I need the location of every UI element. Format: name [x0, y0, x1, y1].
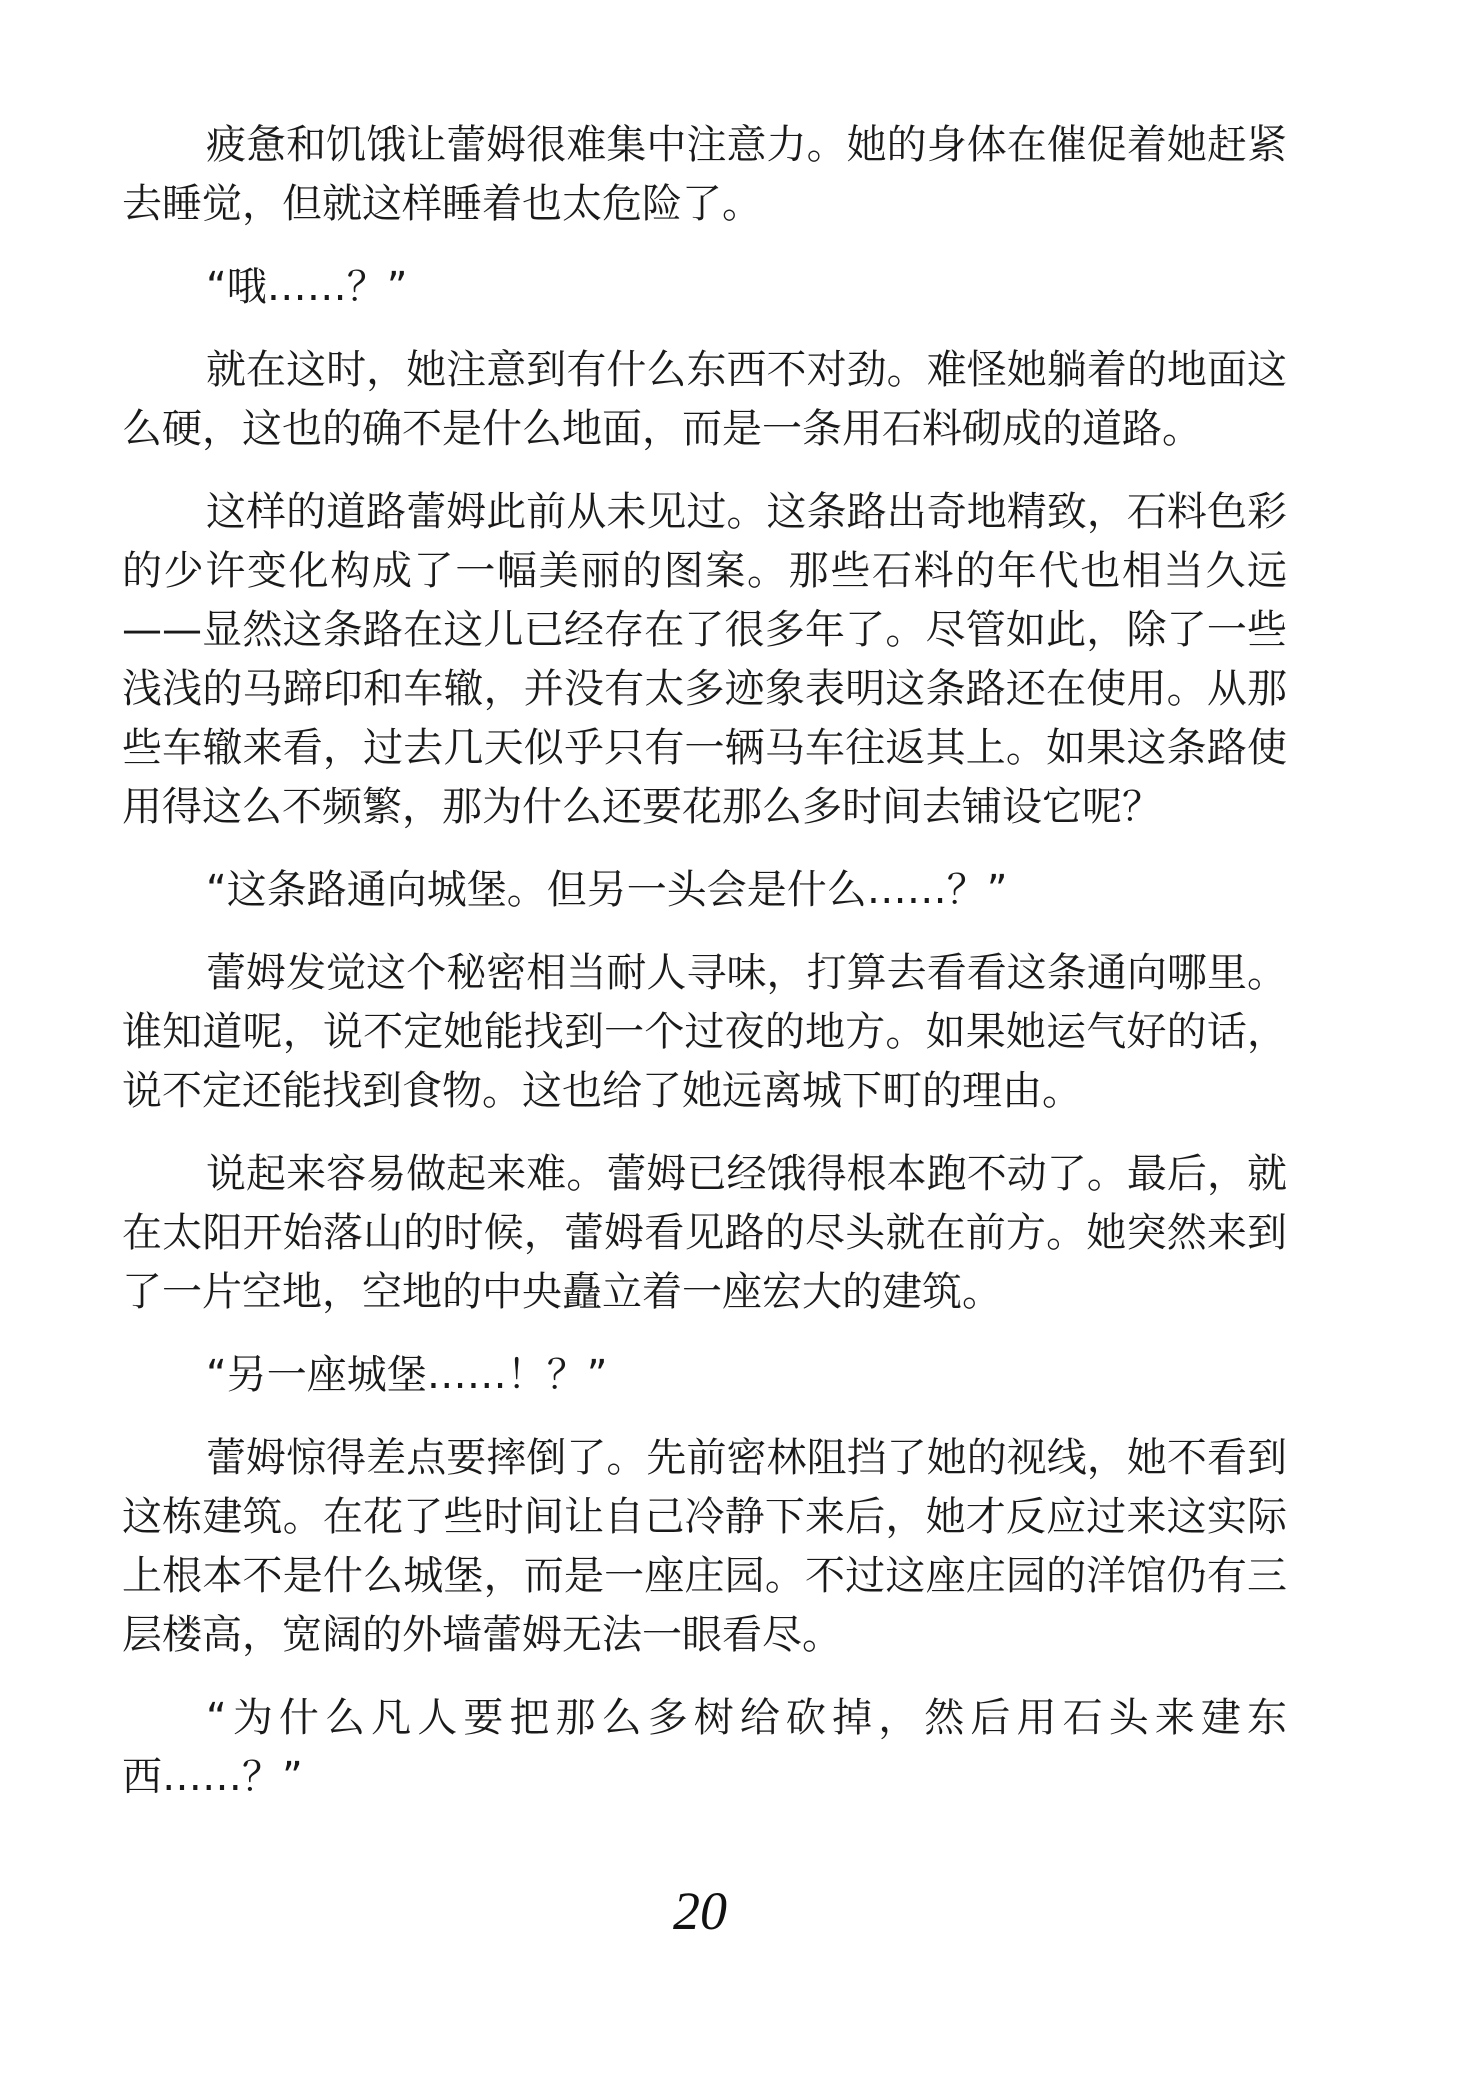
paragraph: 就在这时，她注意到有什么东西不对劲。难怪她躺着的地面这么硬，这也的确不是什么地面，而是一条用石料砌成的道路。	[122, 347, 1287, 452]
paragraph: “哦……？”	[206, 264, 408, 310]
page-body	[122, 116, 1287, 1831]
paragraph: 蕾姆发觉这个秘密相当耐人寻味，打算去看看这条通向哪里。谁知道呢，说不定她能找到一个过夜的地方。如果她运气好的话，说不定还能找到食物。这也给了她远离城下町的理由。	[122, 950, 1287, 1114]
paragraph: “为什么凡人要把那么多树给砍掉，然后用石头来建东西……？”	[122, 1695, 1287, 1800]
paragraph: 说起来容易做起来难。蕾姆已经饿得根本跑不动了。最后，就在太阳开始落山的时候，蕾姆看见路的尽头就在前方。她突然来到了一片空地，空地的中央矗立着一座宏大的建筑。	[122, 1151, 1287, 1315]
page-number: 20	[673, 1881, 727, 1941]
paragraph: 这样的道路蕾姆此前从未见过。这条路出奇地精致，石料色彩的少许变化构成了一幅美丽的图案。那些石料的年代也相当久远——显然这条路在这儿已经存在了很多年了。尽管如此，除了一些浅浅的马蹄印和车辙，并没有太多迹象表明这条路还在使用。从那些车辙来看，过去几天似乎只有一辆马车往返其上。如果这条路使用得这么不频繁，那为什么还要花那么多时间去铺设它呢？	[122, 489, 1287, 830]
paragraph: 蕾姆惊得差点要摔倒了。先前密林阻挡了她的视线，她不看到这栋建筑。在花了些时间让自己冷静下来后，她才反应过来这实际上根本不是什么城堡，而是一座庄园。不过这座庄园的洋馆仍有三层楼高，宽阔的外墙蕾姆无法一眼看尽。	[122, 1435, 1287, 1658]
paragraph: 疲惫和饥饿让蕾姆很难集中注意力。她的身体在催促着她赶紧去睡觉，但就这样睡着也太危险了。	[122, 122, 1287, 227]
paragraph: “另一座城堡……！？”	[206, 1352, 608, 1398]
paragraph: “这条路通向城堡。但另一头会是什么……？”	[206, 867, 1008, 913]
